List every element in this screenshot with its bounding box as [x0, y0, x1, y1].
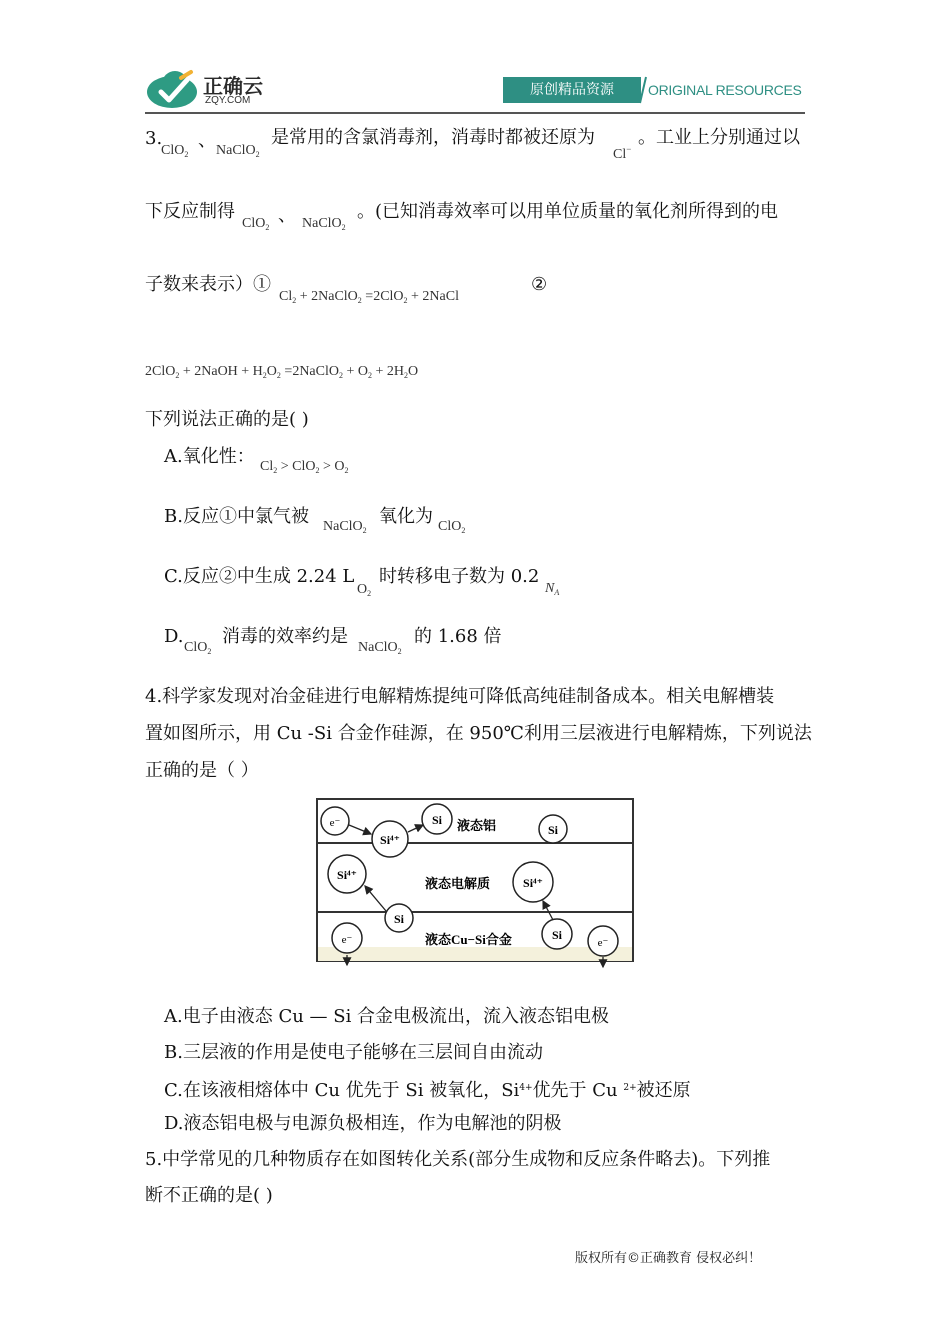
electron-circle [588, 926, 618, 956]
q4-line-3: 正确的是（ ） [145, 760, 259, 781]
q3-option-d-clo2: ClO$_2$ [184, 640, 212, 656]
banner-en: ORIGINAL RESOURCES [648, 82, 802, 98]
svg-text:Si⁴⁺: Si⁴⁺ [380, 833, 400, 847]
q3-option-b-clo2: ClO$_2$ [438, 519, 466, 535]
q3-line2-clo2: ClO$_2$ [242, 216, 270, 232]
q3-number: 3. [145, 128, 163, 149]
svg-text:e⁻: e⁻ [341, 934, 353, 946]
header-rule [145, 112, 805, 114]
q3-line1-tail: 。工业上分别通过以 [638, 127, 800, 148]
q3-option-a-label: A.氧化性： [164, 446, 255, 467]
q4-option-a: A.电子由液态 Cu — Si 合金电极流出，流入液态铝电极 [164, 1006, 610, 1027]
si-circle [539, 815, 567, 843]
logo-en: ZQY.COM [205, 95, 251, 106]
q3-option-b-mid: 氧化为 [379, 506, 433, 527]
q3-stem: 下列说法正确的是( ) [145, 409, 309, 430]
q3-line1-text: 是常用的含氯消毒剂，消毒时都被还原为 [271, 127, 595, 148]
layer-label-electrolyte: 液态电解质 [425, 876, 491, 891]
q3-option-c-mid: 时转移电子数为 0.2 [379, 566, 540, 587]
banner-divider [638, 76, 648, 104]
q3-line2-text: 下反应制得 [145, 201, 235, 222]
q3-option-d-label: D. [164, 626, 184, 647]
q3-option-c-o2: $O_2$ [357, 582, 372, 598]
electron-circle [321, 807, 349, 835]
q5-line-1: 5.中学常见的几种物质存在如图转化关系(部分生成物和反应条件略去)。下列推 [145, 1149, 771, 1170]
q3-option-d-mid: 消毒的效率约是 [222, 626, 348, 647]
banner-cn: 原创精品资源 [503, 77, 641, 103]
svg-text:Si: Si [431, 813, 443, 827]
electron-circle [332, 923, 362, 953]
layer-label-alloy: 液态Cu−Si合金 [425, 932, 512, 947]
svg-text:Si: Si [551, 928, 563, 942]
q3-line2-naclo2: NaClO$_2$ [302, 216, 346, 232]
footer-copyright: 版权所有©正确教育 侵权必纠！ [575, 1251, 762, 1266]
si-circle [422, 804, 452, 834]
svg-text:Si: Si [393, 912, 405, 926]
q3-line2-tail: 。(已知消毒效率可以用单位质量的氧化剂所得到的电 [357, 201, 779, 222]
q3-option-b-label: B.反应①中氯气被 [164, 506, 309, 527]
svg-text:Si⁴⁺: Si⁴⁺ [337, 868, 357, 882]
layer-label-aluminium: 液态铝 [457, 818, 497, 833]
electrolysis-diagram [315, 797, 635, 969]
q3-option-c-na: $N_A$ [545, 581, 560, 597]
q5-line-2: 断不正确的是( ) [145, 1185, 273, 1206]
svg-text:Si⁴⁺: Si⁴⁺ [523, 876, 543, 890]
q3-clo2: ClO$_2$ [161, 143, 189, 159]
q3-equation-2: 2ClO$_2$ + 2NaOH + $H_2O_2$ =2NaClO$_2$ + $O_2 + 2H_2O$ [145, 364, 419, 380]
logo-cn: 正确云 [203, 74, 263, 98]
q4-option-c: C.在该液相熔体中 Cu 优先于 Si 被氧化，$Si^{4+}$优先于 Cu $^{2+}$被还原 [164, 1080, 691, 1101]
q3-option-d-naclo2: NaClO$_2$ [358, 640, 402, 656]
q3-equation-1: $Cl_2$ + 2NaClO$_2$ =2ClO$_2$ + 2NaCl [279, 289, 459, 305]
q4-option-b: B.三层液的作用是使电子能够在三层间自由流动 [164, 1042, 543, 1063]
q3-option-a-formula: $Cl_2 > ClO_2 > O_2$ [260, 459, 349, 475]
cloud-check-icon [145, 68, 199, 110]
q4-line-1: 4.科学家发现对冶金硅进行电解精炼提纯可降低高纯硅制备成本。相关电解槽装 [145, 686, 775, 707]
q3-naclo2: NaClO$_2$ [216, 143, 260, 159]
q4-line-2: 置如图所示，用 Cu -Si 合金作硅源，在 950℃利用三层液进行电解精炼，下列说法 [145, 723, 812, 744]
svg-text:e⁻: e⁻ [329, 817, 341, 829]
q3-line3-text: 子数来表示）① [145, 274, 271, 295]
svg-text:e⁻: e⁻ [597, 937, 609, 949]
q3-line2-sep: 、 [278, 205, 296, 226]
svg-text:Si: Si [547, 823, 559, 837]
si4-ion-circle [513, 862, 553, 902]
q4-option-d: D.液态铝电极与电源负极相连，作为电解池的阴极 [164, 1113, 562, 1134]
q3-option-d-tail: 的 1.68 倍 [414, 626, 502, 647]
si-circle [385, 904, 413, 932]
si4-ion-circle [372, 821, 408, 857]
q3-option-c-label: C.反应②中生成 2.24 L [164, 566, 355, 587]
logo [145, 68, 265, 110]
q3-sep: 、 [198, 130, 216, 151]
si-circle [542, 919, 572, 949]
q3-cl-minus: Cl− [613, 144, 632, 162]
q3-option-b-naclo2: NaClO$_2$ [323, 519, 367, 535]
q3-circle-2: ② [531, 274, 548, 295]
si4-ion-circle [328, 855, 366, 893]
